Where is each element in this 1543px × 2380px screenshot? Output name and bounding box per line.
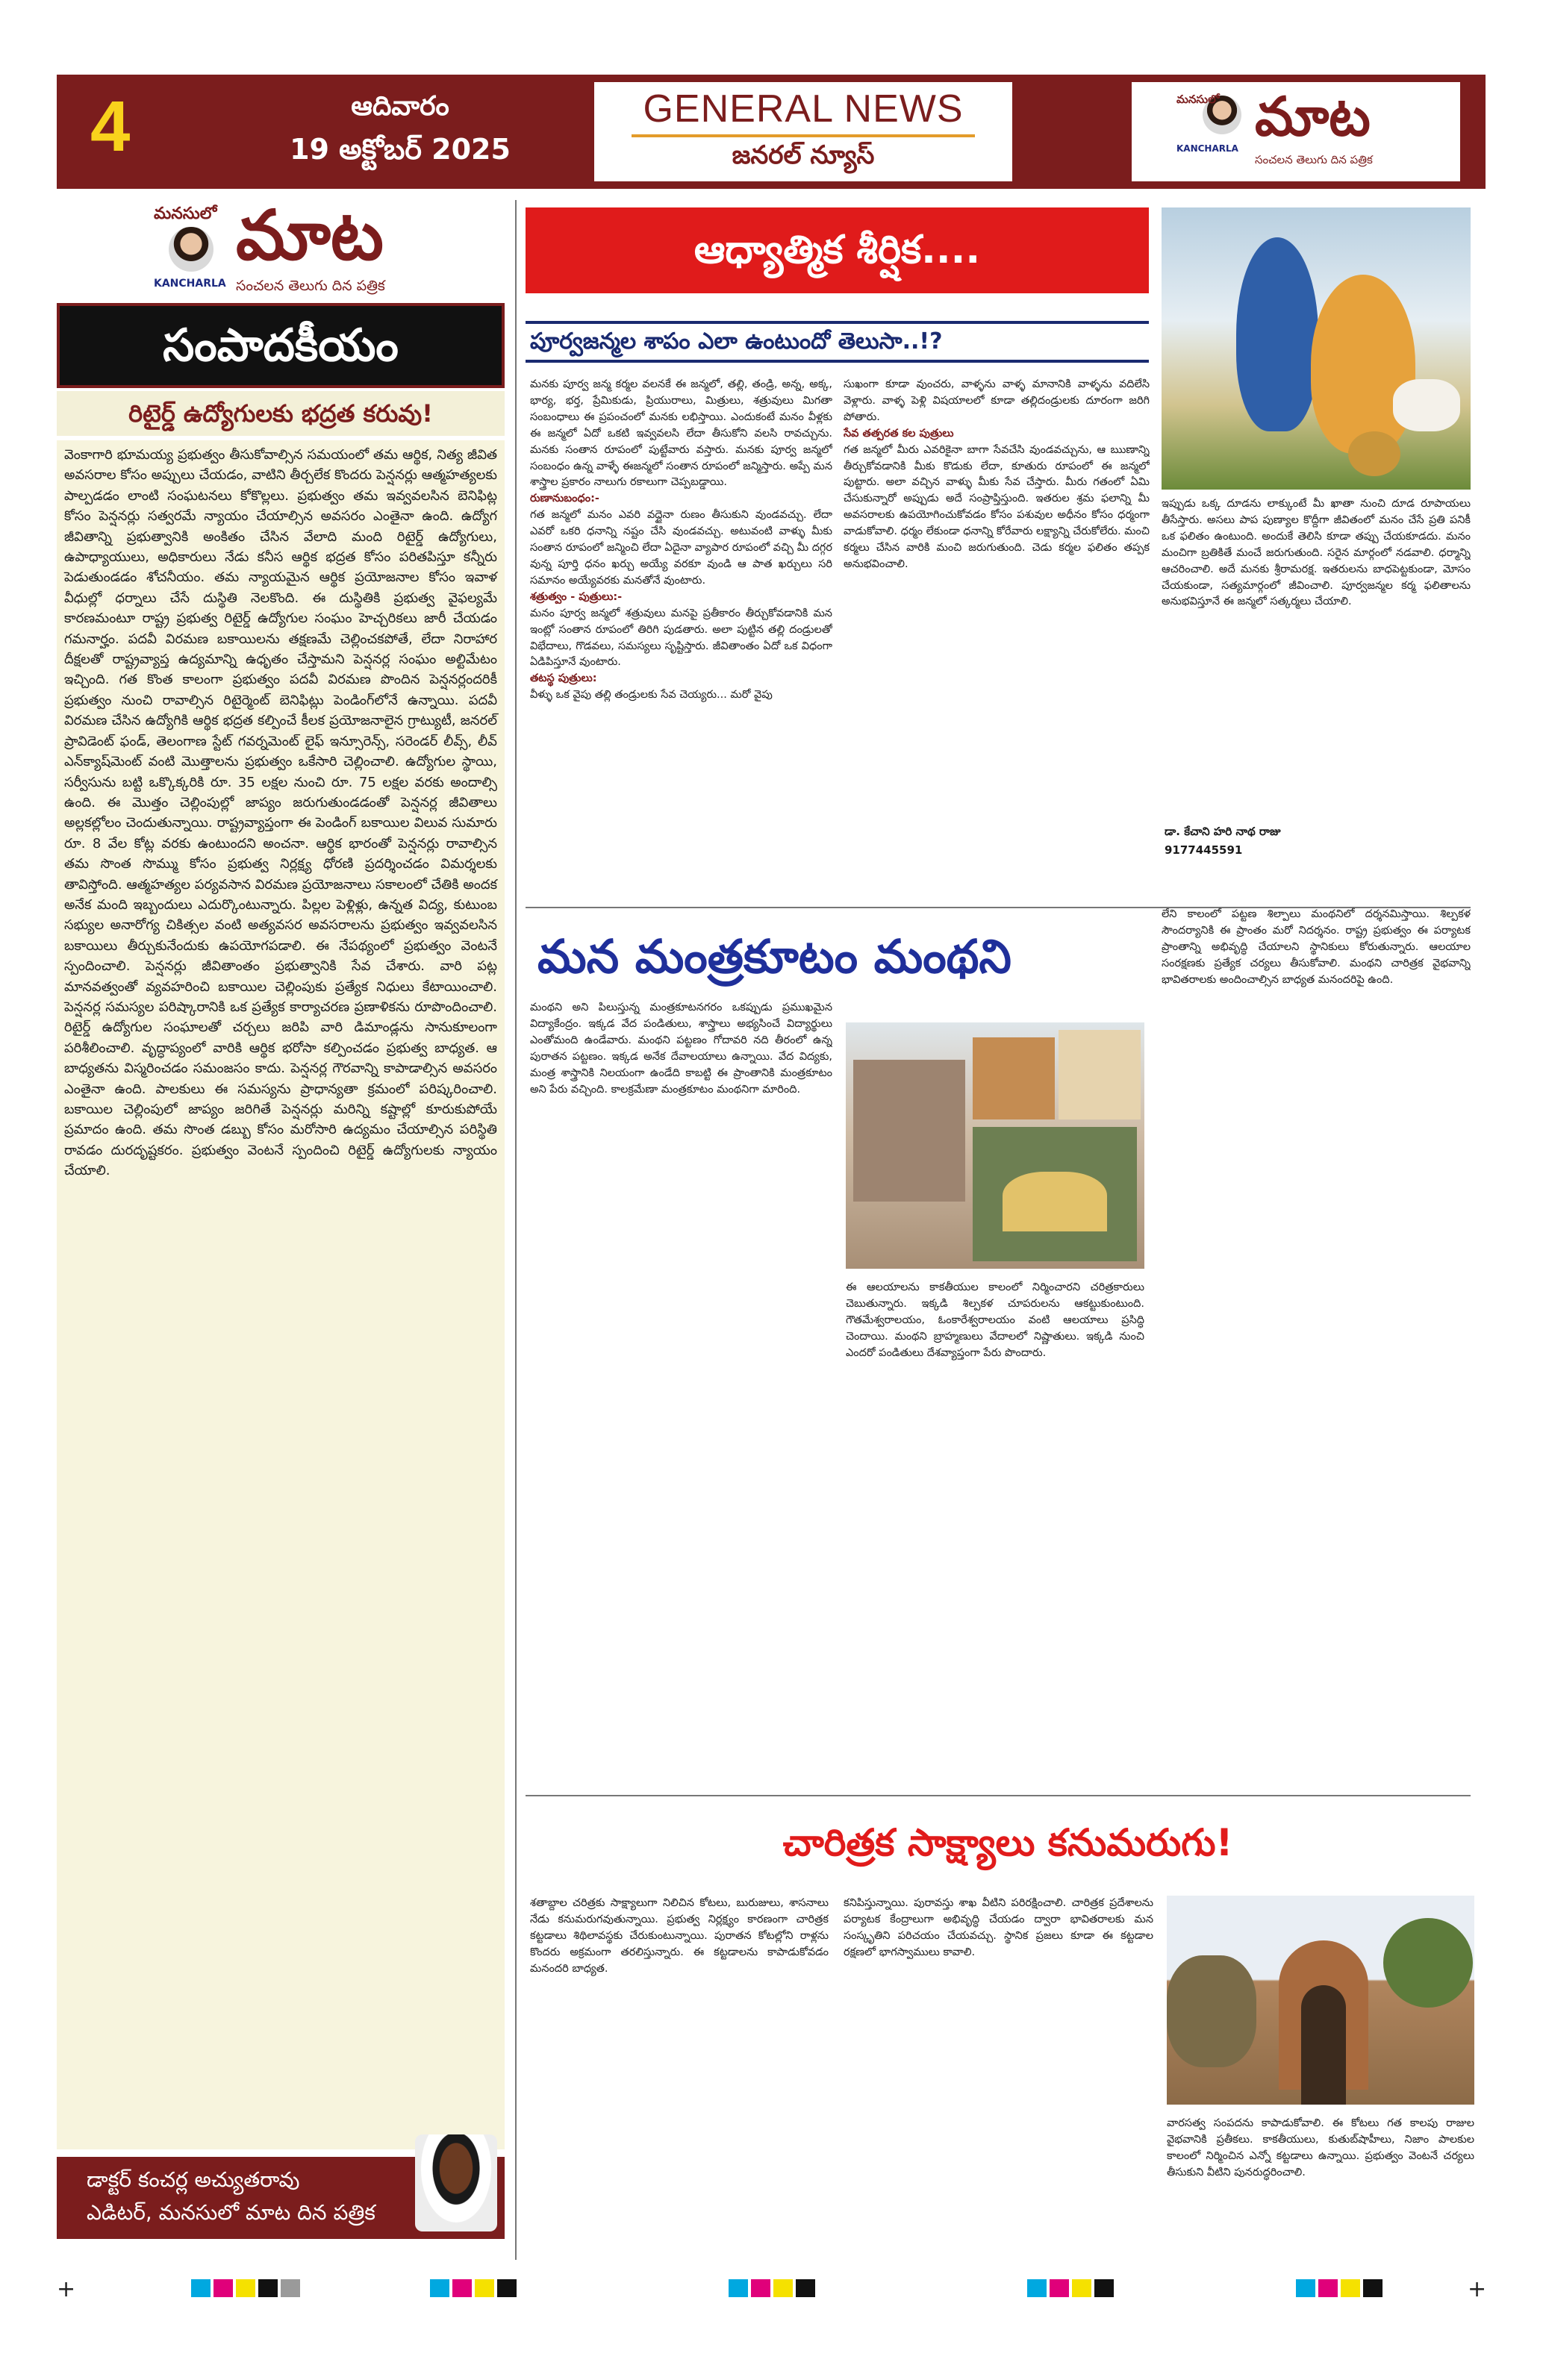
- pot-figure: [1348, 431, 1400, 476]
- spiritual-banner: [526, 207, 1149, 293]
- issue-date-text: 19 అక్టోబర్ 2025: [290, 133, 511, 166]
- spiritual-sub-4: సేవ తత్పరత కల పుత్రులు: [844, 427, 954, 440]
- history-col1-text: శతాబ్దాల చరిత్రకు సాక్ష్యాలుగా నిలిచిన కోటలు, బురుజులు, శాసనాలు నేడు కనుమరుగవుతున్నాయి. ప్రభుత్వ నిర్లక్ష్యం కారణంగా చారిత్రక కట్టడాలు శిథిలావస్థకు చేరుకుంటున్నాయి. పురాతన కోటల్లోని రాళ్లను కొందరు అక్రమంగా తరలిస్తున్నారు. ఈ కట్టడాలను కాపాడుకోవడం మనందరి బాధ్యత.: [530, 1897, 829, 1975]
- spiritual-banner-text: ఆధ్యాత్మిక శీర్షిక....: [693, 228, 981, 272]
- cow-figure: [1393, 379, 1460, 431]
- spiritual-col3-text: ఇప్పుడు ఒక్క దూడను లాక్కుంటే మీ ఖాతా నుంచి దూడ రూపాయలు తీసేస్తారు. అసలు పాప పుణ్యాల కొద్దీగా జీవితంలో మనం చేసే ప్రతి పనికీ ఒక ఫలితం ఉంటుంది. అందుకే తెలిసి కూడా తప్పు చేయకూడదు. మనం మంచిగా బ్రతికితే మంచే జరుగుతుంది. సరైన మార్గంలో నడవాలి. ధర్మాన్ని ఆచరించాలి. అదే మనకు శ్రీరామరక్ష. ఇతరులను బాధపెట్టకుండా, మోసం చేయకుండా, సత్యమార్గంలో జీవించాలి. పూర్వజన్మల కర్మ ఫలితాలను అనుభవిస్తూనే ఈ జన్మలో సత్కర్మలు చేయాలి.: [1162, 498, 1471, 608]
- temple-col2-text: ఈ ఆలయాలను కాకతీయుల కాలంలో నిర్మించారని చరిత్రకారులు చెబుతున్నారు. ఇక్కడి శిల్పకళ చూపరులను ఆకట్టుకుంటుంది. గౌతమేశ్వరాలయం, ఓంకారేశ్వరాలయం వంటి ఆలయాలు ప్రసిద్ధి చెందాయి. మంథని బ్రాహ్మణులు వేదాలలో నిష్ణాతులు. ఇక్కడి నుంచి ఎందరో పండితులు దేశవ్యాప్తంగా పేరు పొందారు.: [846, 1281, 1144, 1359]
- color-swatch: [773, 2279, 793, 2297]
- krishna-figure: [1236, 237, 1318, 431]
- temple-headline: మన మంత్రకూటం మంథని: [537, 929, 1011, 984]
- temple-col-1: [530, 1000, 832, 1769]
- editorial-logo-tagline: సంచలన తెలుగు దిన పత్రిక: [236, 278, 385, 294]
- column-divider: [515, 200, 517, 2260]
- temple-image: [846, 1022, 1144, 1269]
- editorial-body: వెంకాగారి భూమయ్య ప్రభుత్వం తీసుకోవాల్సిన సమయంలో తమ ఆర్థిక, నిత్య జీవిత అవసరాల కోసం అప్పులు చేయడం, వాటిని తీర్చలేక కొందరు పెన్షనర్లు ఆత్మహత్యలకు పాల్పడడం లాంటి సంఘటనలు కోకొల్లలు. ప్రభుత్వం తమ ఇవ్వవలసిన బెనిఫిట్ల కోసం పెన్షనర్లు సత్వరమే న్యాయం చేయాల్సిన అవసరం ఎంతైనా ఉంది. ఉద్యోగ జీవితాన్ని ప్రభుత్వానికి అంకితం చేసిన వేలాది మంది రిటైర్డ్ ఉద్యోగులు, ఉపాధ్యాయులు, అధికారులు నేడు కనీస ఆర్థిక భద్రత కోసం పరితపిస్తూ కన్నీరు పెడుతుండడం శోచనీయం. తమ న్యాయమైన ఆర్థిక ప్రయోజనాల కోసం ఇవాళ వీధుల్లో ధర్నాలు చేసే దుస్థితి నెలకొంది. ఈ దుస్థితికి ప్రభుత్వ వైఫల్యమే కారణమంటూ రాష్ట్ర ప్రభుత్వ రిటైర్డ్ ఉద్యోగుల సంఘం హెచ్చరికలు జారీ చేయడం గమనార్హం. పదవీ విరమణ బకాయిలను తక్షణమే చెల్లించకపోతే, లేదా నిరాహార దీక్షలతో రాష్ట్రవ్యాప్త ఉద్యమాన్ని ఉధృతం చేస్తామని పెన్షనర్ల సంఘం అల్టిమేటం ఇచ్చింది. గత కొంత కాలంగా ప్రభుత్వం పదవీ విరమణ పొందిన పెన్షనర్లందరికీ ప్రభుత్వం నుంచి రావాల్సిన రిటైర్మెంట్ బెనిఫిట్లు పెండింగ్‌లోనే ఉన్నాయి. పదవీ విరమణ చేసిన ఉద్యోగికి ఆర్థిక భద్రత కల్పించే కీలక ప్రయోజనాలైన గ్రాట్యుటీ, జనరల్ ప్రావిడెంట్ ఫండ్, తెలంగాణ స్టేట్ గవర్నమెంట్ లైఫ్ ఇన్సూరెన్స్, సరెండర్ లీవ్స్, లీవ్ ఎన్‌క్యాష్‌మెంట్ వంటి మొత్తాలను ప్రభుత్వం ఒకేసారి చెల్లించాలి. ఉద్యోగుల స్థాయి, సర్వీసును బట్టి ఒక్కొక్కరికి రూ. 35 లక్షల నుంచి రూ. 75 లక్షల వరకు అందాల్సి ఉంది. ఈ మొత్తం చెల్లింపుల్లో జాప్యం జరుగుతుండడంతో పెన్షనర్ల జీవితాలు అల్లకల్లోలం చెందుతున్నాయి. రాష్ట్రవ్యాప్తంగా ఈ పెండింగ్ బకాయిల విలువ సుమారు రూ. 8 వేల కోట్ల వరకు ఉంటుందని అంచనా. ఆర్థిక భారంతో పెన్షనర్లు రావాల్సిన తమ సొంత సొమ్ము కోసం ప్రభుత్వ నిర్లక్ష్య ధోరణి ప్రదర్శించడం విమర్శలకు తావిస్తోంది. ఆత్మహత్యల పర్యవసాన విరమణ ప్రయోజనాలు సకాలంలో చేతికి అందక అనేక మంది ఇబ్బందులు ఎదుర్కొంటున్నారు. పిల్లల పెళ్లిళ్లు, ఉన్నత విద్య, కుటుంబ సభ్యుల అనారోగ్య చికిత్సల వంటి అత్యవసర అవసరాలను ప్రభుత్వం ఇవ్వవలసిన బకాయిలు తీర్చుకునేందుకు ఉపయోగపడాలి. ఈ నేపథ్యంలో ప్రభుత్వం వెంటనే స్పందించాలి. పెన్షనర్లు జీవితాంతం ప్రభుత్వానికి సేవ చేశారు. వారి పట్ల మానవత్వంతో వ్యవహరించి బకాయిల చెల్లింపుకు ప్రత్యేక నిధులు కేటాయించాలి. పెన్షనర్ల సమస్యల పరిష్కారానికి ఒక ప్రత్యేక కార్యాచరణ ప్రణాళికను రూపొందించాలి. రిటైర్డ్ ఉద్యోగుల సంఘాలతో చర్చలు జరిపి వారి డిమాండ్లను సానుకూలంగా పరిశీలించాలి. వృద్ధాప్యంలో వారికి ఆర్థిక భరోసా కల్పించడం ప్రభుత్వ బాధ్యత. ఆ బాధ్యతను విస్మరించడం సమంజసం కాదు. పెన్షనర్ల గౌరవాన్ని కాపాడాల్సిన అవసరం ఎంతైనా ఉంది. పాలకులు ఈ సమస్యను ప్రాధాన్యతా క్రమంలో పరిష్కరించాలి. బకాయిల చెల్లింపులో జాప్యం జరిగితే పెన్షనర్లు మరిన్ని కష్టాల్లో కూరుకుపోయే ప్రమాదం ఉంది. తమ సొంత డబ్బు కోసం మరోసారి ఉద్యమం చేయాల్సిన పరిస్థితి రావడం దురదృష్టకరం. ప్రభుత్వం వెంటనే స్పందించి రిటైర్డ్ ఉద్యోగులకు న్యాయం చేయాలి.: [57, 440, 505, 2149]
- temple-tower: [1059, 1030, 1141, 1119]
- spiritual-phone: 9177445591: [1165, 843, 1243, 857]
- section-divider: [632, 134, 975, 137]
- spiritual-col2-b: గత జన్మలో మీరు ఎవరికైనా బాగా సేవచేసి వుండవచ్చును, ఆ ఋణాన్ని తీర్చుకోవడానికి మీకు కొడుకు లేదా, కూతురు రూపంలో ఈ జన్మలో పుట్టారు. అలా వచ్చిన వాళ్ళు మీకు సేవ చేస్తారు. మీరు గతంలో ఏమి చేసుకున్నారో అప్పుడు అదే సంప్రాప్తిస్తుంది. ఇతరుల శ్రమ ఫలాన్ని మీ అవసరాలకు ఉపయోగించుకోవడం కోసం పశువుల అధీనం కోసం ధర్మంగా వాడుకోవాలి. ధర్మం లేకుండా ధనాన్ని కోరేవారు లక్ష్యాన్ని చేరుకోలేరు. మంచి కర్మలు చేసిన వారికి మంచి జరుగుతుంది. చెడు కర్మల ఫలితం తప్పక అనుభవించాలి.: [844, 443, 1150, 570]
- author-name: డాక్టర్ కంచర్ల అచ్యుతరావు: [87, 2167, 300, 2192]
- radha-figure: [1311, 275, 1415, 454]
- section-title-te: జనరల్ న్యూస్: [732, 140, 875, 170]
- spiritual-col1-c: మనం పూర్వ జన్మలో శత్రువులు మనపై ప్రతీకారం తీర్చుకోవడానికి మన ఇంట్లో సంతాన రూపంలో తిరిగి పుడతారు. అలా పుట్టిన తల్లి దండ్రులతో విభేదాలు, గొడవలు, సమస్యలు సృష్టిస్తారు. జీవితాంతం ఏదో ఒక విధంగా ఏడిపిస్తూనే వుంటారు.: [530, 607, 832, 669]
- spiritual-headline: పూర్వజన్మల శాపం ఎలా ఉంటుందో తెలుసా..!?: [526, 321, 1149, 363]
- author-photo: [415, 2134, 497, 2231]
- logo-prefix: మనసులో: [1176, 93, 1220, 106]
- history-col-2: [844, 1896, 1153, 2254]
- color-swatch: [281, 2279, 300, 2297]
- editorial-logo: [57, 196, 505, 297]
- spiritual-col2-intro: సుఖంగా కూడా వుంచరు, వాళ్ళను వాళ్ళ మానానికి వాళ్ళను వదిలేసి వెళ్లారు. వాళ్ళ పెళ్లి విషయాలలో కూడా తల్లిదండ్రులకు దూరంగా జరిగి పోతారు.: [844, 378, 1150, 423]
- spiritual-col-1: [530, 377, 832, 896]
- temple-col-2: [846, 1280, 1144, 1769]
- author-role: ఎడిటర్, మనసులో మాట దిన పత్రిక: [87, 2200, 375, 2225]
- temple-col-3: [1162, 907, 1471, 1769]
- krishna-radha-image: [1162, 207, 1471, 490]
- color-swatch: [729, 2279, 748, 2297]
- color-swatch: [1363, 2279, 1383, 2297]
- registration-mark-right: +: [1468, 2276, 1487, 2302]
- logo-name: మాట: [1255, 85, 1371, 148]
- spiritual-sub-2: శత్రుత్వం - పుత్రులు:-: [530, 590, 623, 603]
- issue-date: [243, 91, 557, 173]
- color-swatch: [213, 2279, 233, 2297]
- color-swatch: [1094, 2279, 1114, 2297]
- color-swatch: [1027, 2279, 1047, 2297]
- editorial-logo-name: మాట: [236, 196, 384, 275]
- color-swatch: [796, 2279, 815, 2297]
- section-label: [594, 82, 1012, 181]
- fort-image: [1167, 1896, 1474, 2105]
- print-registration-strip: [57, 2276, 1486, 2302]
- spiritual-sub-1: రుణానుబంధం:-: [530, 493, 599, 505]
- masthead: [57, 75, 1486, 189]
- temple-gopuram: [1003, 1172, 1107, 1231]
- color-swatch: [1072, 2279, 1091, 2297]
- temple-ruin: [853, 1060, 965, 1202]
- editorial-author: [57, 2157, 505, 2239]
- logo-brand: KANCHARLA: [1176, 143, 1238, 154]
- header-logo: [1132, 82, 1460, 181]
- color-swatch: [191, 2279, 211, 2297]
- color-swatch: [1050, 2279, 1069, 2297]
- editorial-logo-avatar: [169, 227, 213, 272]
- color-swatch: [452, 2279, 472, 2297]
- logo-tagline: సంచలన తెలుగు దిన పత్రిక: [1255, 153, 1373, 166]
- spiritual-col1-b: గత జన్మలో మనం ఎవరి వద్దైనా రుణం తీసుకుని వుండవచ్చు. లేదా ఎవరో ఒకరి ధనాన్ని నష్టం చేసి వుండవచ్చు. అటువంటి వాళ్ళు మీకు సంతాన రూపంలో జన్మించి లేదా ఏదైనా వ్యాపార రూపంలో వచ్చి మీ దగ్గర వున్న పూర్తి ధనం ఖర్చు అయ్యే వరకూ వుండి ఆ పాత ఖర్చులు సరి సమానం అయ్యేవరకు మనతోనే వుంటారు.: [530, 509, 832, 587]
- color-swatch: [430, 2279, 449, 2297]
- temple-idol: [973, 1037, 1055, 1119]
- editorial-logo-brand: KANCHARLA: [154, 278, 226, 290]
- temple-col1-text: మంథని అని పిలుస్తున్న మంత్రకూటనగరం ఒకప్పుడు ప్రముఖమైన విద్యాకేంద్రం. ఇక్కడ వేద పండితులు, శాస్త్రాలు అభ్యసించే విద్యార్థులు ఎంతోమంది ఉండేవారు. మంథని పట్టణం గోదావరి నది తీరంలో ఉన్న పురాతన పట్టణం. ఇక్కడ అనేక దేవాలయాలు ఉన్నాయి. వేద విద్యకు, మంత్ర శాస్త్రానికి నిలయంగా ఉండేది కాబట్టి ఈ ప్రాంతానికి మంత్రకూటం అని పేరు వచ్చింది. కాలక్రమేణా మంత్రకూటం మంథనిగా మారింది.: [530, 1002, 832, 1096]
- spiritual-author: డా. కేచాని హరి నాథ రాజు: [1165, 825, 1281, 838]
- section-divider-2: [526, 1795, 1471, 1796]
- history-col-3: [1167, 2116, 1474, 2254]
- history-col3-text: వారసత్వ సంపదను కాపాడుకోవాలి. ఈ కోటలు గత కాలపు రాజుల వైభవానికి ప్రతీకలు. కాకతీయులు, కుతుబ్‌షాహీలు, నిజాం పాలకుల కాలంలో నిర్మించిన ఎన్నో కట్టడాలు ఉన్నాయి. ప్రభుత్వం వెంటనే చర్యలు తీసుకుని వీటిని పునరుద్ధరించాలి.: [1167, 2117, 1474, 2178]
- issue-day: ఆదివారం: [351, 91, 449, 122]
- fort-tree: [1383, 1918, 1473, 2008]
- history-col-1: [530, 1896, 829, 2254]
- page-number: 4: [90, 87, 131, 166]
- temple-col3-text: లేని కాలంలో పట్టణ శిల్పాలు మంథనిలో దర్శనమిస్తాయి. శిల్పకళ సౌందర్యానికి ఈ ప్రాంతం మరో నిదర్శనం. రాష్ట్ర ప్రభుత్వం ఈ పర్యాటక ప్రాంతాన్ని అభివృద్ధి చేయాలని స్థానికులు కోరుతున్నారు. ఆలయాల సంరక్షణకు ప్రత్యేక చర్యలు తీసుకోవాలి. మంథని చారిత్రక వైభవాన్ని భావితరాలకు అందించాల్సిన బాధ్యత మనందరిపై ఉంది.: [1162, 908, 1471, 986]
- color-swatch: [258, 2279, 278, 2297]
- fort-gateway: [1301, 1985, 1346, 2105]
- section-title-en: GENERAL NEWS: [643, 87, 964, 131]
- fort-wall: [1167, 1955, 1256, 2067]
- editorial-logo-prefix: మనసులో: [154, 204, 217, 223]
- color-swatch: [236, 2279, 255, 2297]
- history-headline: చారిత్రక సాక్ష్యాలు కనుమరుగు!: [782, 1821, 1233, 1864]
- editorial-label-box: [57, 303, 505, 388]
- editorial-headline: రిటైర్డ్ ఉద్యోగులకు భద్రత కరువు!: [57, 391, 505, 436]
- color-swatch: [497, 2279, 517, 2297]
- color-swatch: [475, 2279, 494, 2297]
- color-swatch: [751, 2279, 770, 2297]
- color-swatch: [1296, 2279, 1315, 2297]
- spiritual-col1-intro: మనకు పూర్వ జన్మ కర్మల వలనకే ఈ జన్మలో, తల్లి, తండ్రి, అన్న, అక్క, భార్య, భర్త, ప్రేమికుడు, ప్రియురాలు, మిత్రులు, శత్రువులు మిగతా సంబంధాలు ఈ ప్రపంచంలో మనకు లభిస్తాయి. ఎందుకంటే మనం వీళ్లకు ఈ జన్మలో ఏదో ఒకటి ఇవ్వవలసి లేదా తీసుకోని వలసి రావచ్చును. మనకు సంతాన రూపంలో పుట్టేవారు వస్తారు. మనకు పూర్వ జన్మలో సంబంధం ఉన్న వాళ్ళే ఈజన్మలో సంతాన రూపంలో జన్మిస్తారు. అప్పే మన శాస్త్రాల ప్రకారం నాలుగు రకాలుగా చెప్పబడ్డాయి.: [530, 378, 832, 489]
- registration-mark-left: +: [57, 2276, 76, 2302]
- color-swatch: [1318, 2279, 1338, 2297]
- spiritual-col1-d: వీళ్ళు ఒక వైపు తల్లి తండ్రులకు సేవ చెయ్యరు... మరో వైపు: [530, 689, 773, 702]
- spiritual-col-2: [844, 377, 1150, 896]
- spiritual-col-3: [1162, 496, 1471, 810]
- spiritual-sub-3: తటస్థ పుత్రులు:: [530, 672, 597, 685]
- history-col2-text: కనిపిస్తున్నాయి. పురావస్తు శాఖ వీటిని పరిరక్షించాలి. చారిత్రక ప్రదేశాలను పర్యాటక కేంద్రాలుగా అభివృద్ధి చేయడం ద్వారా భావితరాలకు మన సంస్కృతిని పరిచయం చేయవచ్చు. స్థానిక ప్రజలు కూడా ఈ కట్టడాల రక్షణలో భాగస్వాములు కావాలి.: [844, 1897, 1153, 1958]
- editorial-label: సంపాదకీయం: [163, 319, 399, 372]
- color-swatch: [1341, 2279, 1360, 2297]
